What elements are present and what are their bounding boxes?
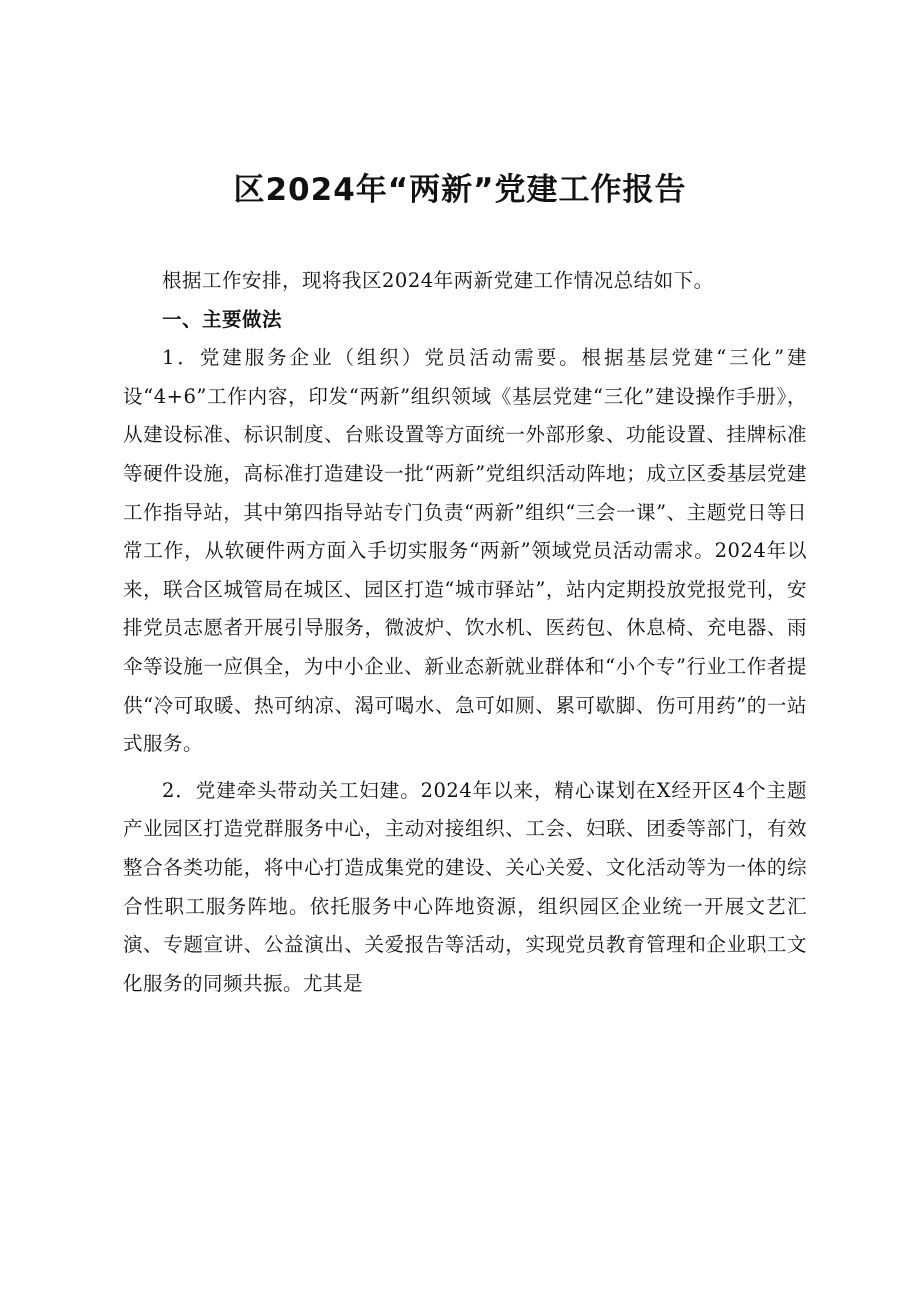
document-title: 区2024年“两新”党建工作报告 xyxy=(233,172,687,208)
paragraph-gap xyxy=(123,764,807,772)
section-heading: 一、主要做法 xyxy=(162,307,283,331)
paragraph-1: 1．党建服务企业（组织）党员活动需要。根据基层党建“三化”建设“4+6”工作内容，印发“两新”组织领域《基层党建“三化”建设操作手册》，从建设标准、标识制度、台账设置等方面统一外部形象、功能设置、挂牌标准等硬件设施，高标准打造建设一批“两新”党组织活动阵地；成立区委基层党建工作指导站，其中第四指导站专门负责“两新”组织“三会一课”、主题党日等日常工作，从软硬件两方面入手切实服务“两新”领域党员活动需求。2024年以来，联合区城管局在城区、园区打造“城市驿站”，站内定期投放党报党刊，安排党员志愿者开展引导服务，微波炉、饮水机、医药包、休息椅、充电器、雨伞等设施一应俱全，为中小企业、新业态新就业群体和“小个专”行业工作者提供“冷可取暖、热可纳凉、渴可喝水、急可如厕、累可歇脚、伤可用药”的一站式服务。 xyxy=(123,346,807,756)
document-body xyxy=(123,262,807,1003)
intro-paragraph: 根据工作安排，现将我区2024年两新党建工作情况总结如下。 xyxy=(162,269,714,292)
paragraph-2: 2．党建牵头带动关工妇建。2024年以来，精心谋划在X经开区4个主题产业园区打造党群服务中心，主动对接组织、工会、妇联、团委等部门，有效整合各类功能，将中心打造成集党的建设、关心关爱、文化活动等为一体的综合性职工服务阵地。依托服务中心阵地资源，组织园区企业统一开展文艺汇演、专题宣讲、公益演出、关爱报告等活动，实现党员教育管理和企业职工文化服务的同频共振。尤其是 xyxy=(123,778,807,995)
